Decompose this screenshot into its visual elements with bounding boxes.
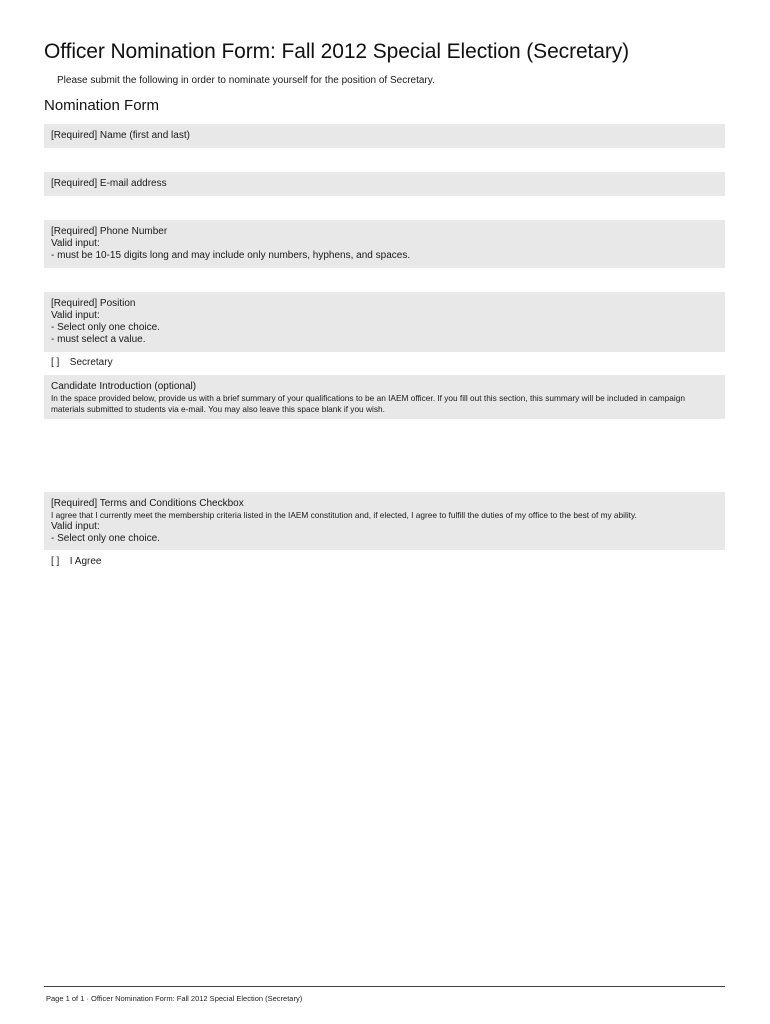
name-field[interactable] bbox=[44, 124, 725, 148]
terms-valid-input-rule: - Select only one choice. bbox=[51, 533, 160, 544]
phone-valid-input-rule: - must be 10-15 digits long and may include only numbers, hyphens, and spaces. bbox=[51, 250, 411, 261]
page-title: Officer Nomination Form: Fall 2012 Special Election (Secretary) bbox=[44, 40, 630, 63]
position-valid-input-rule-1: - Select only one choice. bbox=[51, 322, 160, 333]
terms-description: I agree that I currently meet the membership criteria listed in the IAEM constitution and, if elected, I agree to fulfill the duties of my office to the best of my ability. bbox=[51, 510, 637, 520]
agree-checkbox[interactable] bbox=[51, 556, 101, 567]
section-heading: Nomination Form bbox=[44, 97, 160, 114]
candidate-introduction-label: Candidate Introduction (optional) bbox=[51, 381, 197, 392]
terms-valid-input-label: Valid input: bbox=[51, 521, 100, 532]
secretary-checkbox-box[interactable]: [ ] bbox=[51, 357, 60, 368]
position-valid-input-label: Valid input: bbox=[51, 310, 100, 321]
phone-field-label: [Required] Phone Number bbox=[51, 226, 168, 237]
secretary-checkbox-label: Secretary bbox=[69, 357, 113, 368]
position-field-label: [Required] Position bbox=[51, 298, 136, 309]
position-valid-input-rule-2: - must select a value. bbox=[51, 334, 146, 345]
phone-valid-input-label: Valid input: bbox=[51, 238, 100, 249]
candidate-introduction-field bbox=[44, 375, 725, 419]
position-field bbox=[44, 292, 725, 352]
candidate-introduction-description: In the space provided below, provide us with a brief summary of your qualifications to be an IAEM officer. If you fill out this section, this summary will be included in campaign materials submitted to students via e-mail. You may also leave this space blank if you wish. bbox=[51, 393, 685, 414]
agree-checkbox-box[interactable]: [ ] bbox=[51, 556, 60, 567]
terms-field-label: [Required] Terms and Conditions Checkbox bbox=[51, 498, 244, 509]
secretary-checkbox[interactable] bbox=[51, 357, 113, 368]
terms-field bbox=[44, 492, 725, 550]
candidate-introduction-textarea[interactable] bbox=[44, 419, 725, 491]
agree-checkbox-label: I Agree bbox=[69, 556, 102, 567]
email-field-label: [Required] E-mail address bbox=[51, 178, 167, 189]
page-footer: Page 1 of 1 · Officer Nomination Form: Fall 2012 Special Election (Secretary) bbox=[46, 994, 303, 1003]
phone-field[interactable] bbox=[44, 220, 725, 268]
intro-text: Please submit the following in order to nominate yourself for the position of Secretary. bbox=[57, 75, 435, 86]
name-field-label: [Required] Name (first and last) bbox=[51, 130, 190, 141]
footer-divider bbox=[44, 986, 725, 987]
email-field[interactable] bbox=[44, 172, 725, 196]
